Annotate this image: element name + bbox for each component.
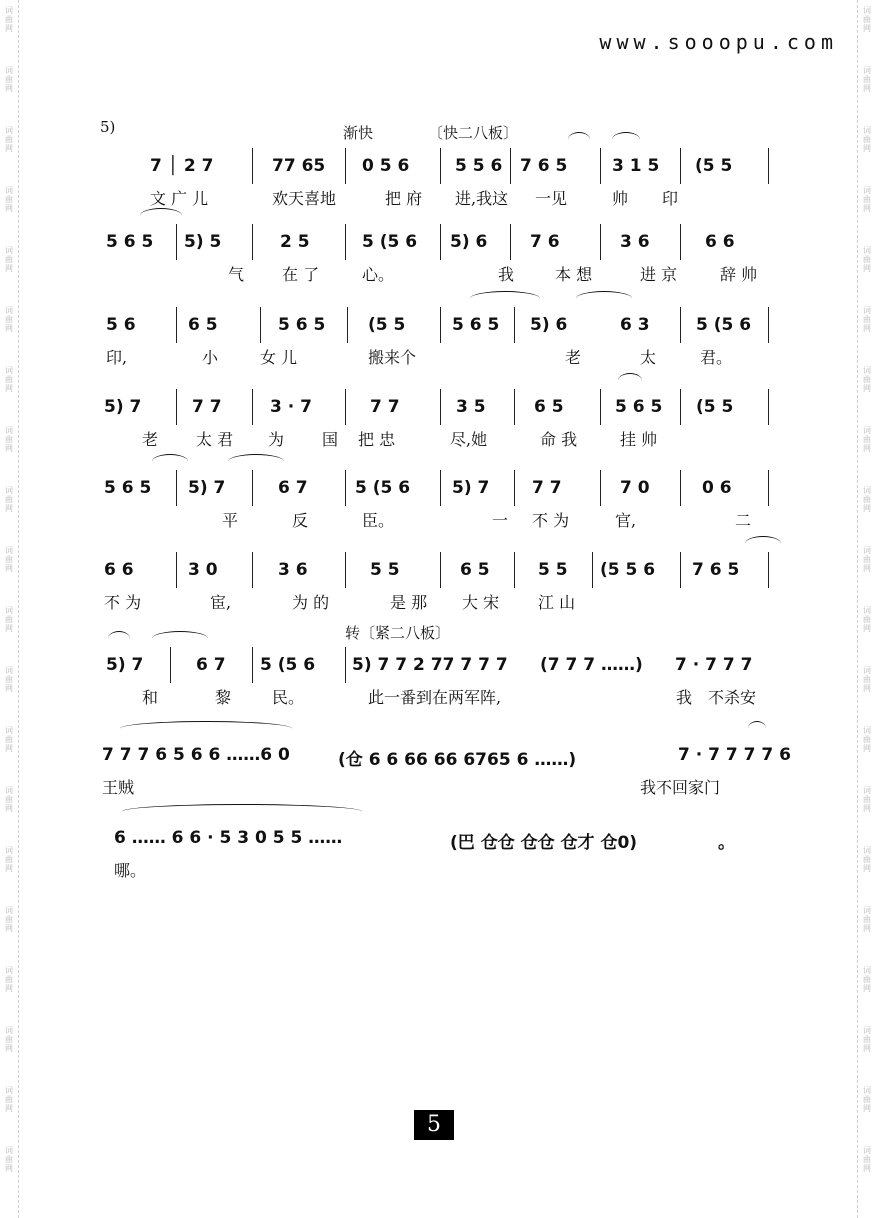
measure: (5 5 <box>368 315 406 335</box>
measure: 7 │ 2 7 <box>150 156 214 176</box>
measure: 5) 7 <box>104 397 142 417</box>
bar-line <box>176 224 177 260</box>
measure: 5) 7 <box>106 655 144 675</box>
bar-line <box>252 148 253 184</box>
measure: 5 6 <box>106 315 136 335</box>
bar-line <box>600 148 601 184</box>
lyric: 进,我这 <box>455 189 509 208</box>
measure: 5 5 6 <box>455 156 503 176</box>
lyric: 一 <box>492 511 509 530</box>
lyric: 把 忠 <box>358 430 396 449</box>
page-number: 5 <box>414 1110 454 1140</box>
measure: 3 1 5 <box>612 156 660 176</box>
lyric: 为 的 <box>292 593 330 612</box>
watermark-text: 词 曲 网 <box>863 726 871 753</box>
measure: 。 <box>718 833 735 853</box>
measure: 5) 7 <box>452 478 490 498</box>
watermark-text: 词 曲 网 <box>863 306 871 333</box>
lyric: 女 儿 <box>260 348 298 367</box>
lyric: 我 <box>676 688 693 707</box>
bar-line <box>170 647 171 683</box>
bar-line <box>345 389 346 425</box>
site-url: www.sooopu.com <box>599 30 838 54</box>
measure: 6 7 <box>196 655 226 675</box>
watermark-text: 词 曲 网 <box>863 246 871 273</box>
bar-line <box>345 148 346 184</box>
lyric: 为 <box>268 430 285 449</box>
section-label-kuai-erba-ban: 〔快二八板〕 <box>428 124 519 142</box>
bar-line <box>345 647 346 683</box>
lyric: 在 了 <box>282 265 320 284</box>
measure: 6 3 <box>620 315 650 335</box>
measure: 3 6 <box>278 560 308 580</box>
measure: 2 5 <box>280 232 310 252</box>
watermark-text: 词 曲 网 <box>5 426 13 453</box>
watermark-text: 词 曲 网 <box>863 126 871 153</box>
measure: 5 6 5 <box>278 315 326 335</box>
lyric: 和 <box>142 688 159 707</box>
bar-line <box>600 470 601 506</box>
lyric: 臣。 <box>362 511 395 530</box>
watermark-text: 词 曲 网 <box>5 906 13 933</box>
lyric: 小 <box>202 348 219 367</box>
slur <box>152 454 188 469</box>
measure: 0 6 <box>702 478 732 498</box>
notation-row <box>100 735 791 775</box>
bar-line <box>768 389 769 425</box>
watermark-text: 词 曲 网 <box>5 846 13 873</box>
watermark-text: 词 曲 网 <box>863 546 871 573</box>
section-label-jin-erba-ban: 转〔紧二八板〕 <box>345 624 451 642</box>
measure: 5 6 5 <box>106 232 154 252</box>
measure: 6 6 <box>705 232 735 252</box>
watermark-text: 词 曲 网 <box>5 606 13 633</box>
watermark-text: 词 曲 网 <box>5 246 13 273</box>
lyric: 江 山 <box>538 593 576 612</box>
lyric: 太 <box>640 348 657 367</box>
slur <box>152 631 208 646</box>
lyric: 印, <box>106 348 128 367</box>
measure: 5) 5 <box>184 232 222 252</box>
slur <box>745 536 781 551</box>
watermark-text: 词 曲 网 <box>5 186 13 213</box>
measure: 7 · 7 7 7 7 6 <box>678 745 791 765</box>
watermark-text: 词 曲 网 <box>5 66 13 93</box>
slur <box>108 631 130 646</box>
lyrics-row <box>100 775 780 801</box>
lyric: 平 <box>222 511 239 530</box>
watermark-text: 词 曲 网 <box>5 366 13 393</box>
bar-line <box>252 224 253 260</box>
lyrics-row <box>100 590 780 616</box>
bar-line <box>510 224 511 260</box>
measure: 5 (5 6 <box>362 232 418 252</box>
left-watermark-column <box>0 0 18 1218</box>
bar-line <box>680 224 681 260</box>
bar-line <box>176 307 177 343</box>
bar-line <box>514 552 515 588</box>
measure: 6 6 <box>104 560 134 580</box>
lyric: 大 宋 <box>462 593 500 612</box>
lyric: 气 <box>228 265 245 284</box>
bar-line <box>514 307 515 343</box>
measure: (仓 6 6 66 66 6765 6 ……) <box>338 750 577 770</box>
notation-row <box>100 468 780 508</box>
lyric: 印 <box>662 189 679 208</box>
measure: 3 5 <box>456 397 486 417</box>
watermark-text: 词 曲 网 <box>5 6 13 33</box>
measure: 3 0 <box>188 560 218 580</box>
lyric: 不杀安 <box>708 688 757 707</box>
watermark-text: 词 曲 网 <box>863 786 871 813</box>
watermark-text: 词 曲 网 <box>5 1146 13 1173</box>
bar-line <box>440 389 441 425</box>
lyric: 国 <box>322 430 339 449</box>
notation-row <box>100 305 780 345</box>
watermark-text: 词 曲 网 <box>5 726 13 753</box>
measure: 7 7 7 6 5 6 6 ……6 0 <box>102 745 290 765</box>
watermark-text: 词 曲 网 <box>863 186 871 213</box>
watermark-text: 词 曲 网 <box>863 846 871 873</box>
bar-line <box>768 552 769 588</box>
lyric: 官, <box>615 511 637 530</box>
lyric: 二 <box>735 511 752 530</box>
slur <box>120 721 292 736</box>
lyric: 心。 <box>362 265 395 284</box>
slur <box>612 132 640 147</box>
watermark-text: 词 曲 网 <box>863 1086 871 1113</box>
lyrics-row <box>100 345 780 371</box>
measure: (5 5 6 <box>600 560 656 580</box>
bar-line <box>768 148 769 184</box>
measure: (7 7 7 ……) <box>540 655 643 675</box>
watermark-text: 词 曲 网 <box>5 306 13 333</box>
measure: 7 6 5 <box>520 156 568 176</box>
slur <box>576 291 632 306</box>
lyric: 文 广 儿 <box>150 189 209 208</box>
lyric: 民。 <box>272 688 305 707</box>
lyric: 不 为 <box>104 593 142 612</box>
watermark-text: 词 曲 网 <box>863 1146 871 1173</box>
bar-line <box>768 470 769 506</box>
bar-line <box>440 224 441 260</box>
watermark-text: 词 曲 网 <box>5 546 13 573</box>
measure: 3 6 <box>620 232 650 252</box>
lyric: 老 <box>565 348 582 367</box>
lyric: 挂 帅 <box>620 430 658 449</box>
watermark-text: 词 曲 网 <box>863 666 871 693</box>
bar-line <box>176 389 177 425</box>
lyric: 把 府 <box>385 189 423 208</box>
slur <box>122 804 362 819</box>
lyric: 我不回家门 <box>640 778 721 797</box>
measure: 77 65 <box>272 156 326 176</box>
measure: 5 6 5 <box>452 315 500 335</box>
watermark-text: 词 曲 网 <box>5 1026 13 1053</box>
measure: 6 7 <box>278 478 308 498</box>
watermark-text: 词 曲 网 <box>863 906 871 933</box>
measure: 5 (5 6 <box>260 655 316 675</box>
bar-line <box>347 307 348 343</box>
lyric: 哪。 <box>114 861 147 880</box>
bar-line <box>680 307 681 343</box>
measure: 6 5 <box>460 560 490 580</box>
measure: 3 · 7 <box>270 397 312 417</box>
bar-line <box>600 389 601 425</box>
bar-line <box>176 552 177 588</box>
measure: 7 7 <box>532 478 562 498</box>
bar-line <box>252 647 253 683</box>
measure: 5 6 5 <box>104 478 152 498</box>
bar-line <box>345 470 346 506</box>
measure: 7 6 5 <box>692 560 740 580</box>
measure: 5) 6 <box>530 315 568 335</box>
right-watermark-column <box>858 0 876 1218</box>
lyric: 君。 <box>700 348 733 367</box>
bar-line <box>514 389 515 425</box>
measure: 5 5 <box>370 560 400 580</box>
measure: 5 (5 6 <box>355 478 411 498</box>
lyric: 命 我 <box>540 430 578 449</box>
slur <box>140 208 182 223</box>
bar-line <box>260 307 261 343</box>
measure: (巴 仓仓 仓仓 仓才 仓0) <box>450 833 638 853</box>
lyrics-row <box>100 858 780 884</box>
watermark-text: 词 曲 网 <box>5 966 13 993</box>
lyrics-row <box>100 685 780 711</box>
bar-line <box>680 552 681 588</box>
watermark-text: 词 曲 网 <box>863 426 871 453</box>
measure: 7 7 <box>370 397 400 417</box>
measure: 5) 7 7 2 77 7 7 7 <box>352 655 508 675</box>
notation-row <box>100 387 780 427</box>
slur <box>618 373 642 388</box>
measure: 7 · 7 7 7 <box>675 655 753 675</box>
bar-line <box>345 552 346 588</box>
bar-line <box>252 389 253 425</box>
bar-line <box>514 470 515 506</box>
notation-row <box>100 818 780 858</box>
lyrics-row <box>100 262 780 288</box>
bar-line <box>600 224 601 260</box>
lyric: 帅 <box>612 189 629 208</box>
watermark-text: 词 曲 网 <box>5 786 13 813</box>
bar-line <box>680 148 681 184</box>
measure: 7 7 <box>192 397 222 417</box>
bar-line <box>345 224 346 260</box>
measure: 5) 7 <box>188 478 226 498</box>
measure: (5 5 <box>696 397 734 417</box>
lyric: 搬来个 <box>368 348 417 367</box>
lyrics-row <box>100 508 780 534</box>
lyric: 老 <box>142 430 159 449</box>
lyrics-row <box>100 186 780 212</box>
measure: 6 5 <box>188 315 218 335</box>
measure: 5 (5 6 <box>696 315 752 335</box>
lyric: 反 <box>292 511 309 530</box>
bar-line <box>176 470 177 506</box>
lyric: 黎 <box>215 688 232 707</box>
measure: 5 6 5 <box>615 397 663 417</box>
notation-row <box>100 222 780 262</box>
lyric: 我 <box>498 265 515 284</box>
bar-line <box>680 389 681 425</box>
notation-row <box>100 550 780 590</box>
watermark-text: 词 曲 网 <box>5 126 13 153</box>
slur <box>228 454 284 469</box>
lyric: 本 想 <box>555 265 593 284</box>
bar-line <box>440 470 441 506</box>
watermark-text: 词 曲 网 <box>863 6 871 33</box>
bar-line <box>440 552 441 588</box>
bar-line <box>252 552 253 588</box>
bar-line <box>510 148 511 184</box>
bar-line <box>592 552 593 588</box>
lyric: 一见 <box>535 189 568 208</box>
lyric: 尽,她 <box>450 430 488 449</box>
bar-line <box>768 307 769 343</box>
lyric: 辞 帅 <box>720 265 758 284</box>
notation-row <box>100 645 780 685</box>
notation-row <box>100 146 780 186</box>
bar-line <box>440 148 441 184</box>
slur <box>748 721 766 736</box>
watermark-text: 词 曲 网 <box>5 1086 13 1113</box>
lyric: 欢天喜地 <box>272 189 337 208</box>
lyric: 王贼 <box>102 778 135 797</box>
watermark-text: 词 曲 网 <box>5 666 13 693</box>
lyric: 太 君 <box>196 430 234 449</box>
measure: 6 …… 6 6 · 5 3 0 5 5 …… <box>114 828 343 848</box>
measure: 5 5 <box>538 560 568 580</box>
bar-line <box>252 470 253 506</box>
lyric: 此一番到在两军阵, <box>368 688 502 707</box>
measure: 7 6 <box>530 232 560 252</box>
watermark-text: 词 曲 网 <box>863 1026 871 1053</box>
watermark-text: 词 曲 网 <box>863 606 871 633</box>
lyric: 宦, <box>210 593 232 612</box>
tempo-marking: 渐快 <box>343 124 374 142</box>
lyric: 是 那 <box>390 593 428 612</box>
slur <box>568 132 590 147</box>
slur <box>470 291 540 306</box>
bar-line <box>680 470 681 506</box>
watermark-text: 词 曲 网 <box>863 66 871 93</box>
previous-ending-mark: 5) <box>100 118 116 136</box>
lyric: 不 为 <box>532 511 570 530</box>
watermark-text: 词 曲 网 <box>863 966 871 993</box>
measure: 7 0 <box>620 478 650 498</box>
measure: 0 5 6 <box>362 156 410 176</box>
measure: (5 5 <box>695 156 733 176</box>
watermark-text: 词 曲 网 <box>5 486 13 513</box>
lyrics-row <box>100 427 780 453</box>
watermark-text: 词 曲 网 <box>863 486 871 513</box>
measure: 5) 6 <box>450 232 488 252</box>
watermark-text: 词 曲 网 <box>863 366 871 393</box>
lyric: 进 京 <box>640 265 678 284</box>
bar-line <box>440 307 441 343</box>
measure: 6 5 <box>534 397 564 417</box>
